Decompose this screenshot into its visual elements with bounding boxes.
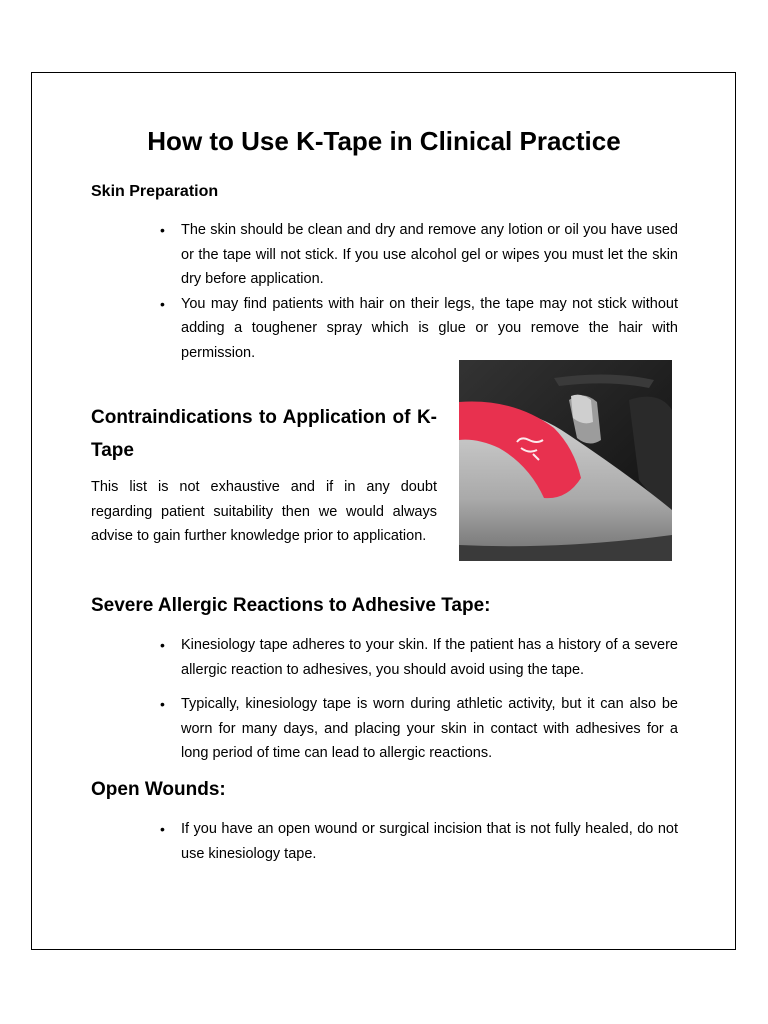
heading-contraindications: Contraindications to Application of K-Tape xyxy=(91,407,437,461)
list-item: • Kinesiology tape adheres to your skin. If the patient has a history of a severe allergic reaction to adhesives, you should avoid using the tape. xyxy=(181,633,678,682)
k-tape-photo-illustration xyxy=(459,360,672,561)
heading-allergic-reactions: Severe Allergic Reactions to Adhesive Tape: xyxy=(91,595,491,616)
heading-skin-preparation: Skin Preparation xyxy=(91,183,219,200)
list-item: • You may find patients with hair on their legs, the tape may not stick without adding a toughener spray which is glue or you remove the hair with permission. xyxy=(181,292,678,366)
list-item: • If you have an open wound or surgical incision that is not fully healed, do not use kinesiology tape. xyxy=(181,817,678,866)
open-wounds-list xyxy=(181,817,678,866)
list-item: • Typically, kinesiology tape is worn during athletic activity, but it can also be worn for many days, and placing your skin in contact with adhesives for a long period of time can lead to allergic reactions. xyxy=(181,692,678,766)
allergic-reactions-list xyxy=(181,633,678,766)
contraindications-paragraph: This list is not exhaustive and if in any doubt regarding patient suitability then we would always advise to gain further knowledge prior to application. xyxy=(91,479,437,545)
skin-preparation-list xyxy=(181,218,678,366)
k-tape-photo xyxy=(459,360,672,561)
list-item: • The skin should be clean and dry and remove any lotion or oil you have used or the tape will not stick. If you use alcohol gel or wipes you must let the skin dry before application. xyxy=(181,218,678,292)
document-title: How to Use K-Tape in Clinical Practice xyxy=(147,126,621,156)
heading-open-wounds: Open Wounds: xyxy=(91,779,226,800)
